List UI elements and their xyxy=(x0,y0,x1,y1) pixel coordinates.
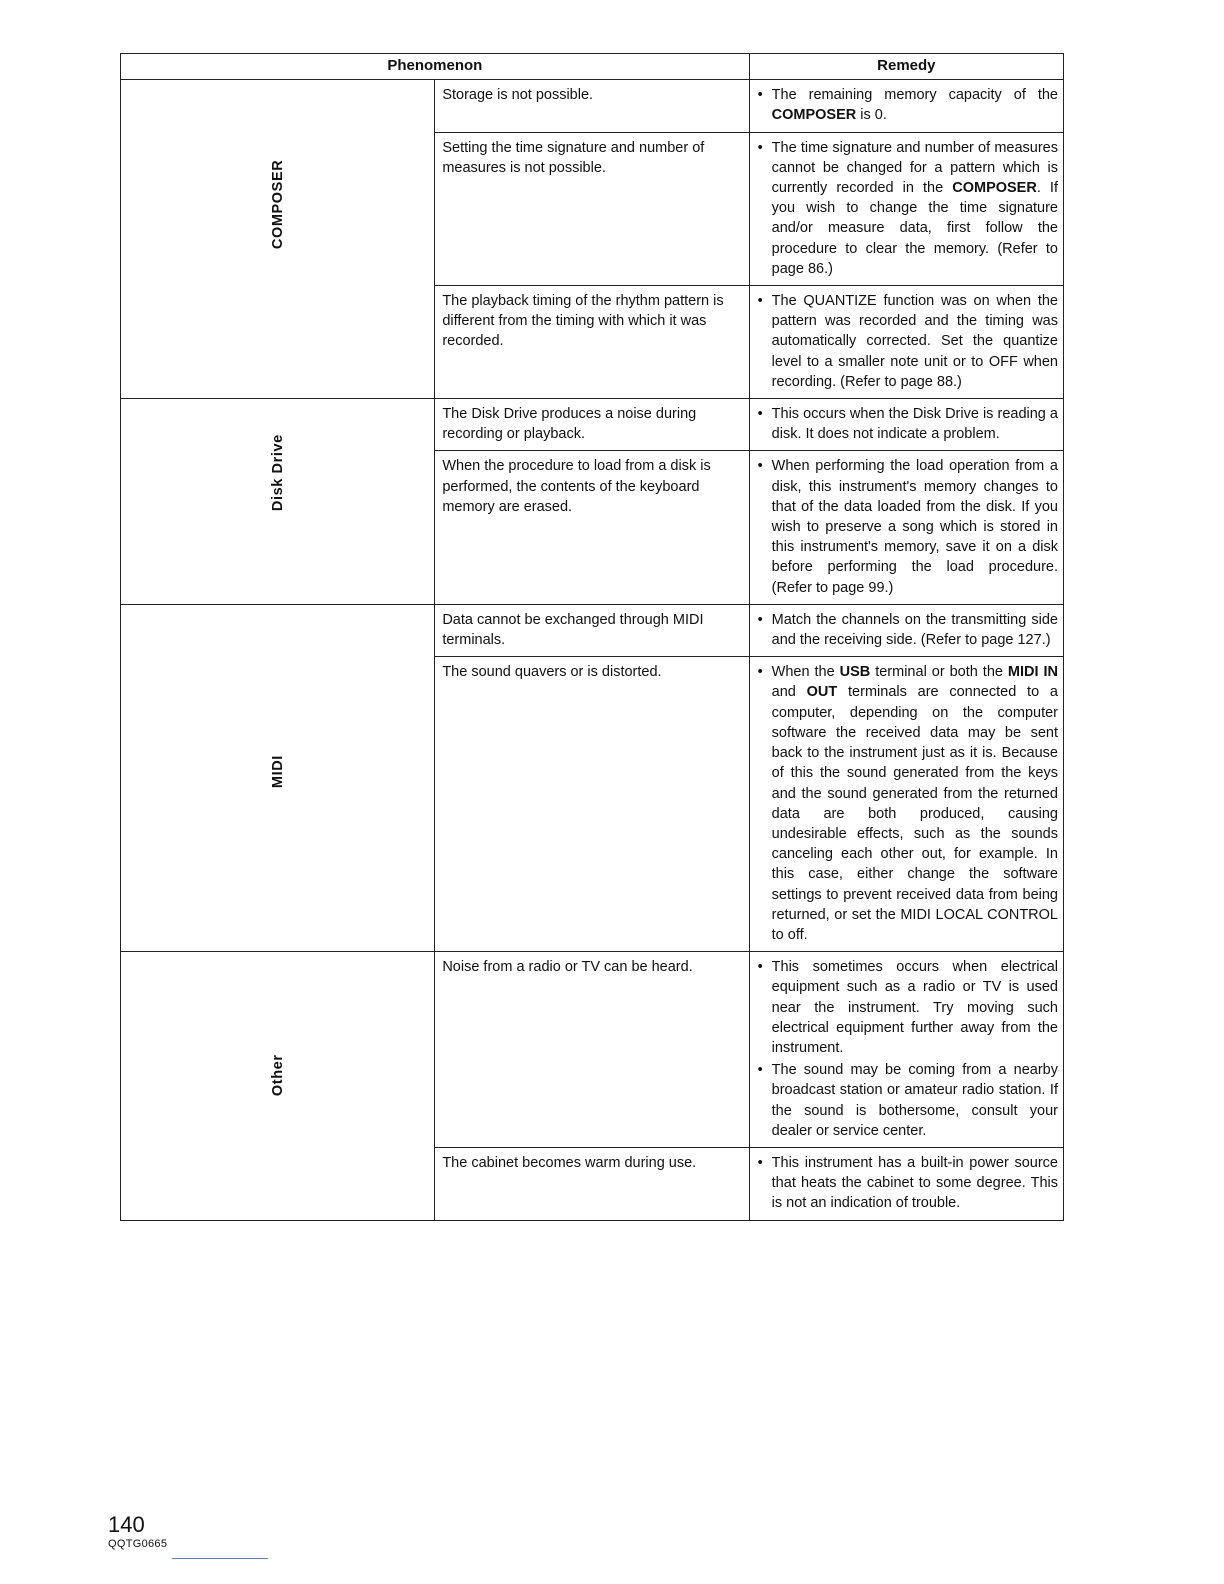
remedy-text-segment: When performing the load operation from a disk, this instrument's memory changes to that of the data loaded from the disk. If you wish to preserve a song which is stored in this instrument's memory, save it on a disk before performing the load procedure. (Refer to page 99.) xyxy=(771,458,1058,596)
table-row xyxy=(121,399,1064,451)
phenomenon-cell: When the procedure to load from a disk is performed, the contents of the keyboard memory are erased. xyxy=(435,451,749,604)
remedy-text-segment: The time signature and number of measures cannot be changed for a pattern which is currently recorded in the xyxy=(771,139,1058,197)
remedy-text-segment: and xyxy=(771,684,807,701)
remedy-text-segment: The remaining memory capacity of the xyxy=(771,87,1058,104)
remedy-bold-term: OUT xyxy=(806,684,838,701)
troubleshooting-table xyxy=(120,53,1064,1221)
remedy-bullet xyxy=(756,138,1058,279)
remedy-text xyxy=(772,85,1058,125)
category-label: Other xyxy=(269,1054,286,1096)
remedy-text xyxy=(772,1153,1058,1214)
remedy-text-segment: This sometimes occurs when electrical equipment such as a radio or TV is used near the instrument. Try moving such electrical equipment further away from the instrument. xyxy=(771,959,1058,1056)
remedy-text xyxy=(772,1060,1058,1141)
remedy-bullet xyxy=(756,291,1058,392)
category-cell xyxy=(121,80,435,399)
table-row xyxy=(121,604,1064,656)
table-body xyxy=(121,80,1064,1220)
remedy-text xyxy=(772,610,1058,650)
remedy-header: Remedy xyxy=(749,54,1063,80)
table-row xyxy=(121,80,1064,132)
remedy-cell xyxy=(749,657,1063,952)
remedy-bullet xyxy=(756,456,1058,597)
remedy-bold-term: MIDI IN xyxy=(1007,664,1058,681)
bullet-icon: • xyxy=(757,139,763,156)
bullet-icon: • xyxy=(757,959,763,976)
remedy-cell xyxy=(749,80,1063,132)
remedy-cell xyxy=(749,1147,1063,1220)
phenomenon-cell: Data cannot be exchanged through MIDI terminals. xyxy=(435,604,749,656)
phenomenon-cell: The Disk Drive produces a noise during recording or playback. xyxy=(435,399,749,451)
remedy-text-segment: When the xyxy=(771,664,840,681)
remedy-bold-term: COMPOSER xyxy=(952,180,1037,197)
remedy-text xyxy=(772,291,1058,392)
remedy-bullet xyxy=(756,610,1058,650)
remedy-text-segment: is 0. xyxy=(856,107,887,124)
category-label: MIDI xyxy=(269,754,286,788)
remedy-cell xyxy=(749,286,1063,399)
phenomenon-cell: Setting the time signature and number of measures is not possible. xyxy=(435,132,749,285)
remedy-bold-term: USB xyxy=(839,664,871,681)
remedy-text-segment: The sound may be coming from a nearby broadcast station or amateur radio station. If the sound is bothersome, consult your dealer or service center. xyxy=(771,1062,1058,1139)
table-header-row xyxy=(121,54,1064,80)
remedy-text-segment: This occurs when the Disk Drive is reading a disk. It does not indicate a problem. xyxy=(771,406,1058,443)
phenomenon-cell: Storage is not possible. xyxy=(435,80,749,132)
remedy-cell xyxy=(749,451,1063,604)
bullet-icon: • xyxy=(757,1154,763,1171)
remedy-text xyxy=(772,138,1058,279)
phenomenon-header: Phenomenon xyxy=(121,54,750,80)
remedy-text xyxy=(772,456,1058,597)
table-row xyxy=(121,952,1064,1148)
document-code: QQTG0665 xyxy=(108,1538,168,1550)
bullet-icon: • xyxy=(757,1062,763,1079)
remedy-bold-term: COMPOSER xyxy=(771,107,857,124)
category-cell xyxy=(121,952,435,1220)
remedy-bullet xyxy=(756,957,1058,1058)
remedy-bullet xyxy=(756,1153,1058,1214)
bullet-icon: • xyxy=(757,611,763,628)
bullet-icon: • xyxy=(757,406,763,423)
remedy-text xyxy=(772,957,1058,1058)
remedy-text xyxy=(772,404,1058,444)
remedy-bullet xyxy=(756,1060,1058,1141)
remedy-text-segment: terminals are connected to a computer, depending on the computer software the received data may be sent back to the instrument just as it is. Because of this the sound generated from the keys and the sound generated from the returned data are both produced, causing undesirable effects, such as the sounds canceling each other out, for example. In this case, either change the software settings to prevent received data from being returned, or set the MIDI LOCAL CONTROL to off. xyxy=(771,684,1058,943)
phenomenon-cell: The sound quavers or is distorted. xyxy=(435,657,749,952)
remedy-text-segment: This instrument has a built-in power source that heats the cabinet to some degree. This is not an indication of trouble. xyxy=(771,1154,1058,1212)
remedy-text-segment: terminal or both the xyxy=(870,664,1008,681)
remedy-text-segment: . If you wish to change the time signature and/or measure data, first follow the procedure to clear the memory. (Refer to page 86.) xyxy=(771,180,1058,277)
bullet-icon: • xyxy=(757,458,763,475)
phenomenon-cell: Noise from a radio or TV can be heard. xyxy=(435,952,749,1148)
remedy-bullet xyxy=(756,85,1058,125)
category-cell xyxy=(121,604,435,951)
category-label: COMPOSER xyxy=(269,159,286,250)
remedy-text-segment: The QUANTIZE function was on when the pattern was recorded and the timing was automatically corrected. Set the quantize level to a smaller note unit or to OFF when recording. (Refer to page 88.) xyxy=(771,293,1058,390)
remedy-text-segment: Match the channels on the transmitting side and the receiving side. (Refer to page 127.) xyxy=(771,611,1058,649)
remedy-text xyxy=(772,662,1058,945)
phenomenon-cell: The cabinet becomes warm during use. xyxy=(435,1147,749,1220)
phenomenon-cell: The playback timing of the rhythm pattern is different from the timing with which it was recorded. xyxy=(435,286,749,399)
remedy-cell xyxy=(749,132,1063,285)
category-cell xyxy=(121,399,435,605)
bullet-icon: • xyxy=(757,293,763,310)
category-label: Disk Drive xyxy=(269,434,286,512)
page-number: 140 xyxy=(108,1512,145,1537)
bullet-icon: • xyxy=(757,664,763,681)
remedy-bullet xyxy=(756,662,1058,945)
remedy-cell xyxy=(749,399,1063,451)
remedy-bullet xyxy=(756,404,1058,444)
remedy-cell xyxy=(749,604,1063,656)
bullet-icon: • xyxy=(757,87,763,104)
remedy-cell xyxy=(749,952,1063,1148)
footer-rule xyxy=(172,1558,268,1559)
